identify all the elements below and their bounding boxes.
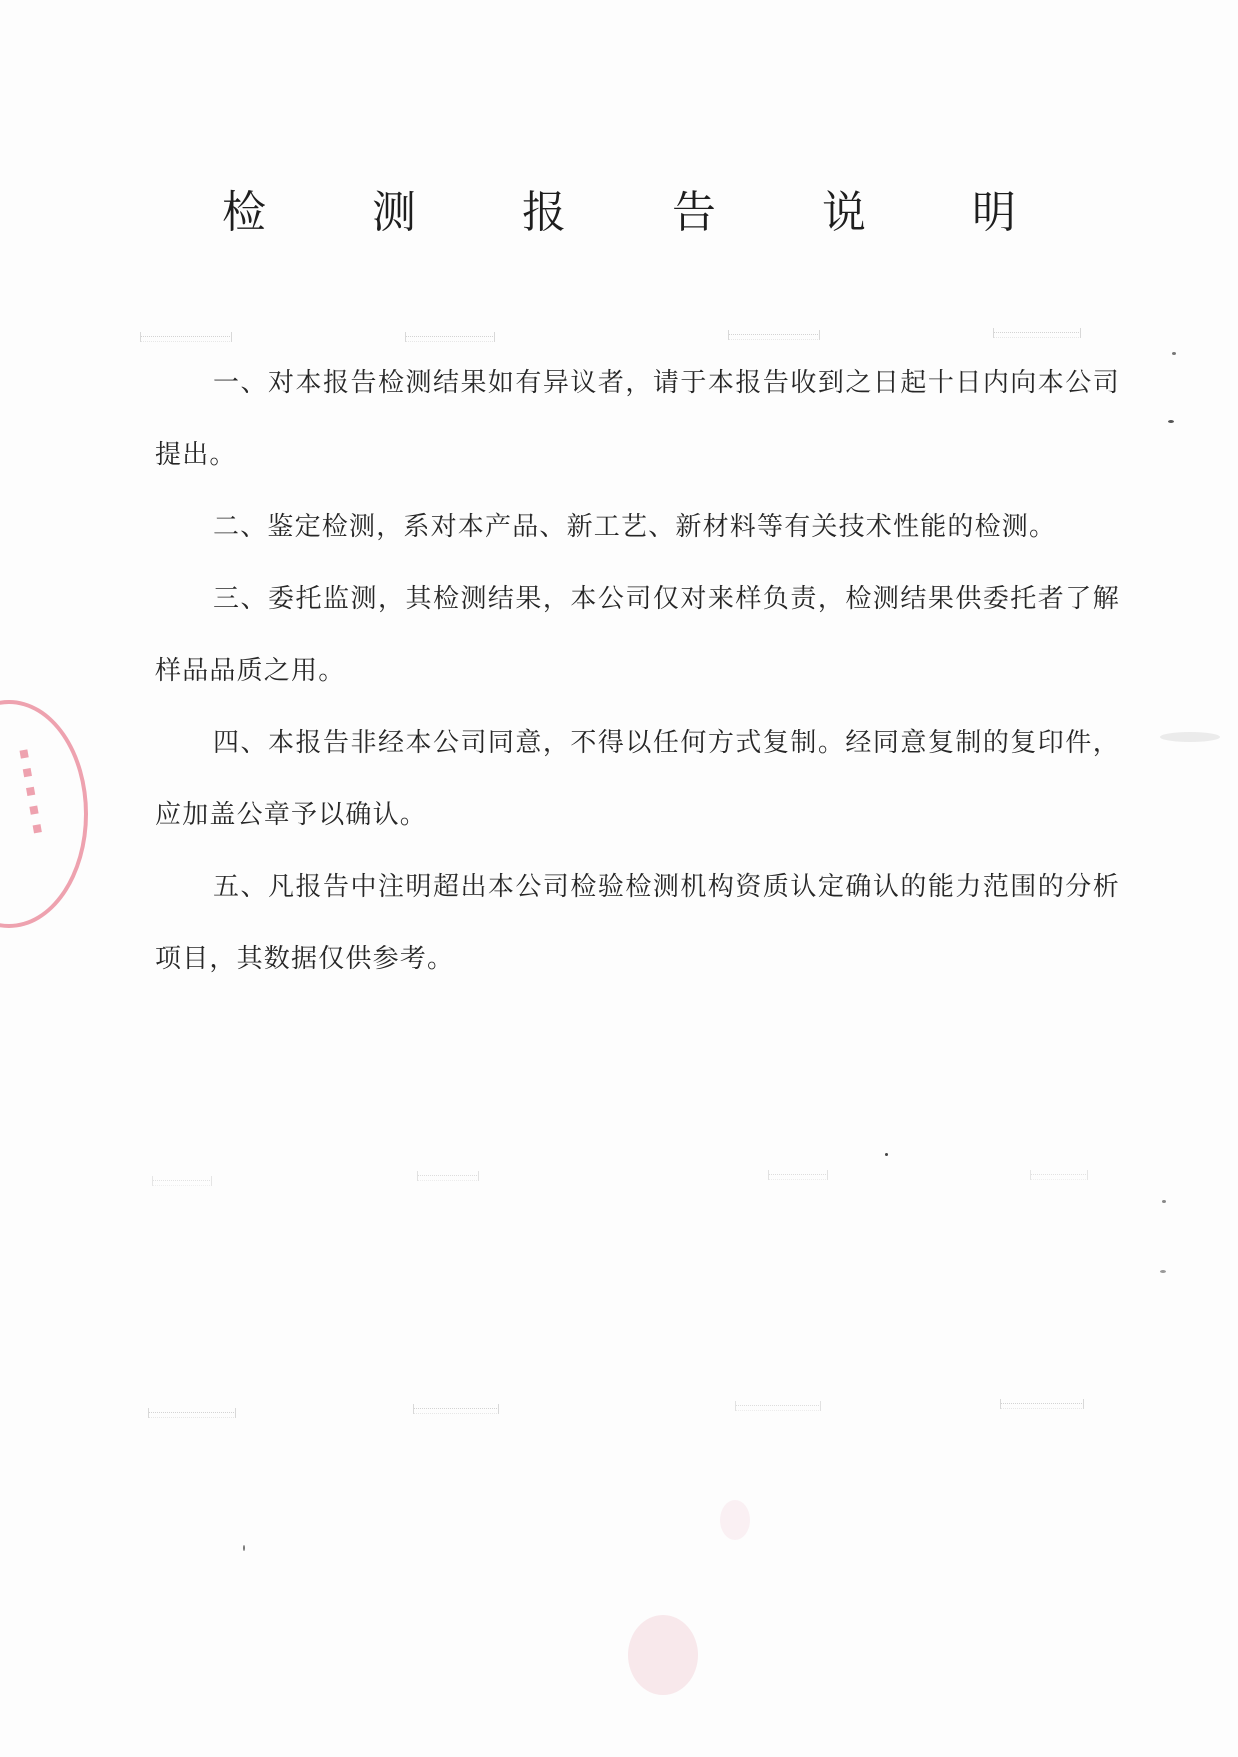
- seal-text-mark: ▪▪▪▪▪: [12, 741, 49, 839]
- scan-smudge: [1172, 352, 1176, 355]
- scan-smudge: [885, 1153, 888, 1156]
- scan-smudge: [1160, 732, 1220, 742]
- notice-body: [155, 347, 1120, 995]
- notice-item-1: 一、对本报告检测结果如有异议者，请于本报告收到之日起十日内向本公司提出。: [155, 368, 1120, 470]
- scan-smudge: [1162, 1200, 1166, 1203]
- scan-mark: [1030, 1174, 1088, 1180]
- notice-item-2: 二、鉴定检测，系对本产品、新工艺、新材料等有关技术性能的检测。: [213, 512, 1057, 542]
- scan-mark: [140, 336, 232, 342]
- scan-smudge: [1168, 420, 1174, 423]
- seal-smudge: [720, 1500, 750, 1540]
- notice-item-4: 四、本报告非经本公司同意，不得以任何方式复制。经同意复制的复印件，应加盖公章予以确认。: [155, 728, 1120, 830]
- scan-mark: [413, 1408, 499, 1414]
- scan-mark: [993, 332, 1081, 338]
- scan-mark: [405, 336, 495, 342]
- scan-mark: [768, 1174, 828, 1180]
- notice-item-5: 五、凡报告中注明超出本公司检验检测机构资质认定确认的能力范围的分析项目，其数据仅供参考。: [155, 872, 1120, 974]
- notice-item-3: 三、委托监测，其检测结果，本公司仅对来样负责，检测结果供委托者了解样品品质之用。: [155, 584, 1120, 686]
- scan-mark: [728, 334, 820, 340]
- scan-mark: [1000, 1403, 1084, 1409]
- company-seal-stamp: [0, 700, 88, 928]
- scan-smudge: [243, 1545, 245, 1551]
- document-title: 检 测 报 告 说 明: [222, 187, 1062, 238]
- scan-mark: [152, 1180, 212, 1186]
- scan-mark: [417, 1175, 479, 1181]
- scan-smudge: [1160, 1270, 1166, 1273]
- scan-mark: [148, 1412, 236, 1418]
- seal-smudge: [628, 1615, 698, 1695]
- scan-mark: [735, 1405, 821, 1411]
